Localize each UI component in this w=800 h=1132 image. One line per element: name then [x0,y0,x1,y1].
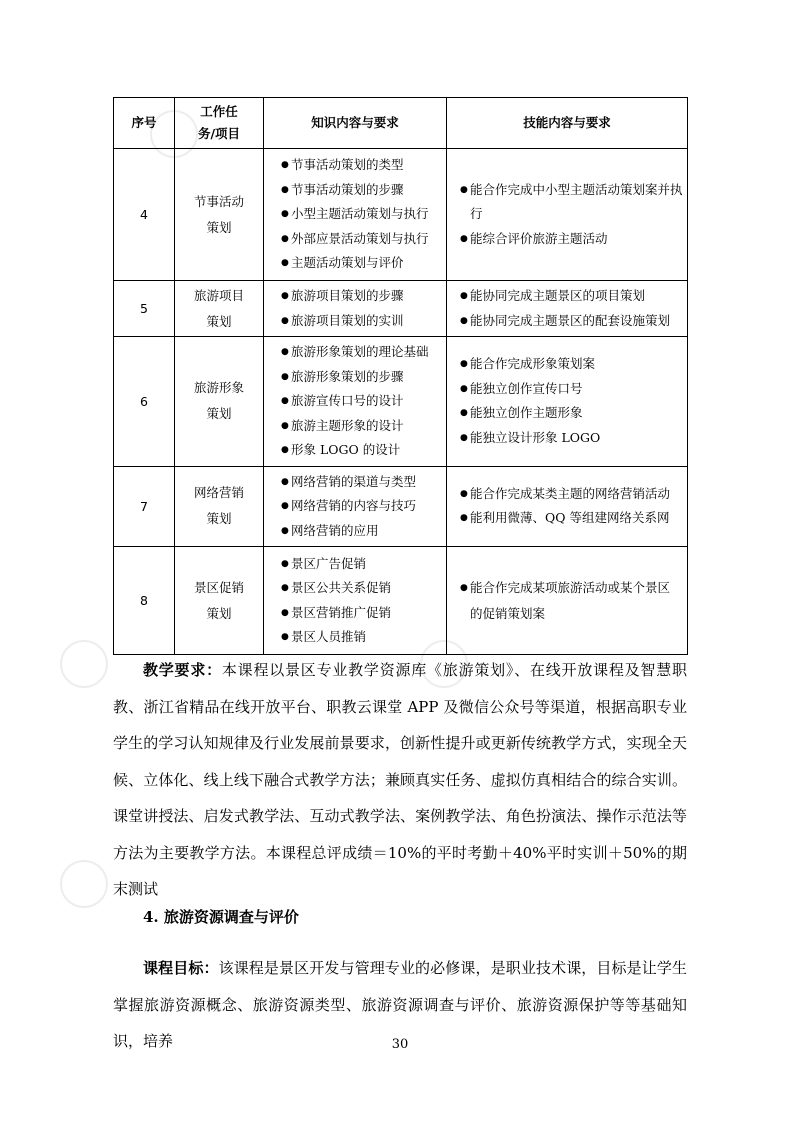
header-knowledge: 知识内容与要求 [264,98,447,149]
row-knowledge [264,281,447,337]
list-item: ● 能合作完成某项旅游活动或某个景区的促销策划案 [460,575,677,627]
list-item: ● 旅游项目策划的步骤 [281,284,446,309]
row-number: 8 [114,547,175,655]
list-item: ● 旅游主题形象的设计 [281,414,446,439]
list-item: ● 能独立创作宣传口号 [460,377,687,402]
row-skills [447,547,688,655]
list-item: ● 网络营销的应用 [281,519,446,544]
table-row [114,337,688,467]
list-item: ● 能利用微薄、QQ 等组建网络关系网 [460,506,687,531]
list-item: ● 能协同完成主题景区的项目策划 [460,284,687,309]
list-item: ● 旅游宣传口号的设计 [281,389,446,414]
row-number: 5 [114,281,175,337]
list-item: ● 小型主题活动策划与执行 [281,202,446,227]
row-knowledge [264,337,447,467]
row-task: 旅游项目 策划 [175,281,264,337]
list-item: ● 节事活动策划的类型 [281,153,446,178]
list-item: ● 能合作完成中小型主题活动策划案并执行 [460,178,687,227]
list-item: ● 网络营销的内容与技巧 [281,494,446,519]
row-skills [447,337,688,467]
section-heading: 4. 旅游资源调查与评价 [143,908,299,926]
list-item: ● 旅游项目策划的实训 [281,309,446,334]
watermark-seal-icon [60,860,108,908]
list-item: ● 形象 LOGO 的设计 [281,438,446,463]
list-item: ● 能合作完成某类主题的网络营销活动 [460,482,687,507]
row-number: 4 [114,149,175,281]
table-row [114,547,688,655]
row-number: 7 [114,466,175,547]
teaching-text: 本课程以景区专业教学资源库《旅游策划》、在线开放课程及智慧职教、浙江省精品在线开放平台、职教云课堂 APP 及微信公众号等渠道，根据高职专业学生的学习认知规律及行业发展前景要求，创新性提升或更新传统教学方式，实现全天候、立体化、线上线下融合式教学方法；兼顾真实任务、虚拟仿真相结合的综合实训。课堂讲授法、启发式教学法、互动式教学法、案例教学法、角色扮演法、操作示范法等方法为主要教学方法。本课程总评成绩＝10%的平时考勤＋40%平时实训＋50%的期末测试 [113,661,687,898]
header-seq: 序号 [114,98,175,149]
row-task: 节事活动 策划 [175,149,264,281]
list-item: ● 外部应景活动策划与执行 [281,227,446,252]
teaching-requirements [113,652,687,908]
list-item: ● 能独立创作主题形象 [460,401,687,426]
list-item: ● 旅游形象策划的步骤 [281,365,446,390]
list-item: ● 景区人员推销 [281,625,446,650]
list-item: ● 网络营销的渠道与类型 [281,470,446,495]
row-number: 6 [114,337,175,467]
row-skills [447,466,688,547]
list-item: ● 能综合评价旅游主题活动 [460,227,687,252]
row-skills [447,281,688,337]
page-number: 30 [391,1037,409,1052]
list-item: ● 能协同完成主题景区的配套设施策划 [460,309,687,334]
list-item: ● 景区广告促销 [281,552,446,577]
watermark-seal-icon [60,640,108,688]
curriculum-table [113,97,688,655]
row-skills [447,149,688,281]
list-item: ● 景区公共关系促销 [281,576,446,601]
header-skills: 技能内容与要求 [447,98,688,149]
table-header-row [114,98,688,149]
list-item: ● 能独立设计形象 LOGO [460,426,687,451]
row-knowledge [264,466,447,547]
table-row [114,466,688,547]
row-task: 网络营销 策划 [175,466,264,547]
row-knowledge [264,547,447,655]
row-task: 景区促销 策划 [175,547,264,655]
objective-text: 该课程是景区开发与管理专业的必修课，是职业技术课，目标是让学生掌握旅游资源概念、旅游资源类型、旅游资源调查与评价、旅游资源保护等等基础知识，培养 [113,959,687,1050]
list-item: ● 节事活动策划的步骤 [281,178,446,203]
objective-label: 课程目标： [143,959,219,977]
header-task: 工作任务/项目 [175,98,264,149]
list-item: ● 主题活动策划与评价 [281,251,446,276]
list-item: ● 旅游形象策划的理论基础 [281,340,446,365]
table-row [114,149,688,281]
teaching-label: 教学要求： [143,661,222,679]
row-knowledge [264,149,447,281]
row-task: 旅游形象 策划 [175,337,264,467]
list-item: ● 能合作完成形象策划案 [460,352,687,377]
list-item: ● 景区营销推广促销 [281,601,446,626]
table-row [114,281,688,337]
